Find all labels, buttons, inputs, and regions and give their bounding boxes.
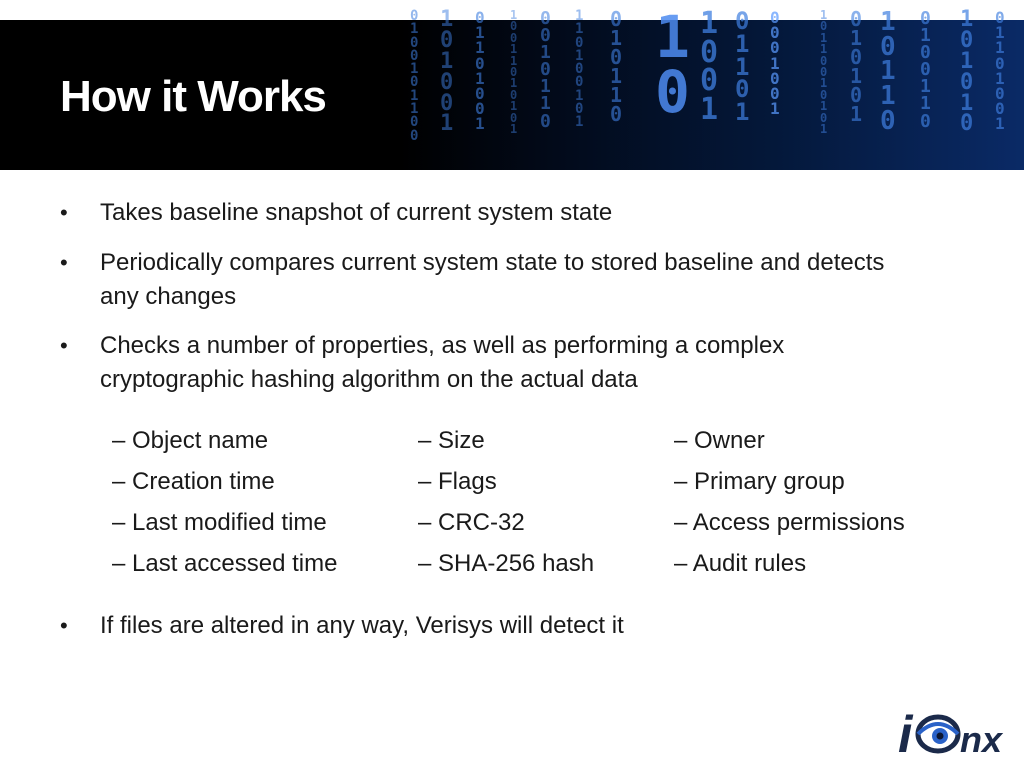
property-item: – Size	[418, 427, 485, 454]
eye-icon	[918, 717, 958, 751]
bullet-item	[60, 609, 920, 643]
bullet-symbol: •	[60, 250, 68, 275]
property-item: – Flags	[418, 468, 497, 495]
bullet-symbol: •	[60, 200, 68, 225]
logo-letters-nx: nx	[960, 719, 1003, 760]
property-column-1	[112, 420, 337, 584]
ionx-logo	[896, 700, 1014, 764]
property-item: – Primary group	[674, 468, 845, 495]
logo-letter-i: i	[898, 706, 913, 764]
bullet-text: If files are altered in any way, Verisys will detect it	[100, 612, 624, 639]
property-item: – Last modified time	[112, 509, 327, 536]
property-item: – Access permissions	[674, 509, 905, 536]
page-title: How it Works	[60, 72, 326, 121]
property-column-2	[418, 420, 594, 584]
property-column-3	[674, 420, 905, 584]
bullet-item	[60, 246, 920, 314]
property-item: – CRC-32	[418, 509, 525, 536]
property-item: – SHA-256 hash	[418, 550, 595, 577]
bullet-item	[60, 196, 920, 230]
bullet-text: Takes baseline snapshot of current system state	[100, 199, 613, 226]
bullet-text: Periodically compares current system state to stored baseline and detects any changes	[100, 249, 885, 310]
property-item: – Last accessed time	[112, 550, 338, 577]
property-item: – Object name	[112, 427, 269, 454]
binary-matrix-background: 0 1 0 0 1 0 1 1 0 0 1 0 1 0 0 1 0 1 1 0 1 0 0 1 1 0 0 1 1 0 1 0 1 0 1 0 0 1 0 1 1 0 1 1 0 1 0 0 1 0 1 0 1 0 1 1 0 1 0 1 0 0 1 0 1 1 0 1 0 0 0 1 0 0 1 1 0 1 1 0 0 1 0 1 0 1 0 1 0 1 0 1 1 0 1 1 0 0 1 0 0 1 1 0 1 0 1 0 1 0 0 1 1 0 1 0 0 1	[400, 20, 1024, 170]
bullet-text: Checks a number of properties, as well as performing a complex cryptographic hashing algorithm on the actual data	[100, 332, 785, 393]
property-item: – Audit rules	[674, 550, 807, 577]
property-item: – Creation time	[112, 468, 275, 495]
bullet-symbol: •	[60, 613, 68, 638]
bullet-symbol: •	[60, 333, 68, 358]
property-item: – Owner	[674, 427, 765, 454]
bullet-item	[60, 329, 920, 397]
